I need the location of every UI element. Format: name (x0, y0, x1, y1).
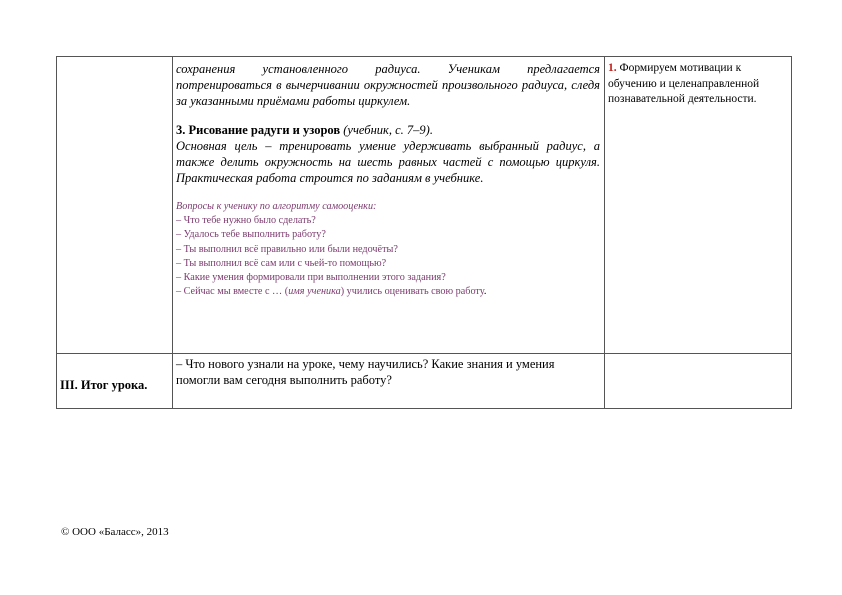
content-cell (173, 57, 605, 354)
intro-paragraph: сохранения установленного радиуса. Ученикам предлагается потренироваться в вычерчивании окружностей произвольного радиуса, следя за указанными приёмами работы циркулем. (176, 62, 600, 108)
question-item: – Ты выполнил всё правильно или были недочёты? (176, 243, 398, 255)
question-item: – Ты выполнил всё сам или с чьей-то помощью? (176, 257, 387, 269)
copyright-footer: © ООО «Баласс», 2013 (61, 526, 169, 538)
section-reference: (учебник, с. 7–9). (343, 123, 433, 137)
section-heading (176, 122, 600, 138)
goal-number: 1. (608, 62, 617, 74)
goal-text: Формируем мотивации к обучению и целенаправленной познавательной деятельности. (608, 62, 760, 105)
question-item: – Удалось тебе выполнить работу? (176, 229, 326, 241)
stage-cell (57, 354, 173, 409)
uud-cell (605, 57, 792, 354)
table-row (57, 354, 792, 409)
lesson-table (56, 56, 792, 409)
stage-label: III. Итог урока. (60, 378, 148, 392)
content-cell (173, 354, 605, 409)
question-item: – Какие умения формировали при выполнении этого задания? (176, 272, 446, 284)
questions-title: Вопросы к ученику по алгоритму самооценки: (176, 201, 377, 212)
question-item-last: – Сейчас мы вместе с … (имя ученика) учились оценивать свою работу. (176, 286, 487, 298)
stage-cell (57, 57, 173, 354)
self-assessment-questions (176, 200, 600, 299)
section-body: Основная цель – тренировать умение удерживать выбранный радиус, а также делить окружность на шесть равных частей с помощью циркуля. Практическая работа строится по заданиям в учебнике. (176, 139, 600, 185)
uud-cell (605, 354, 792, 409)
section-title: 3. Рисование радуги и узоров (176, 123, 341, 137)
table-row (57, 57, 792, 354)
question-item: – Что тебе нужно было сделать? (176, 215, 316, 227)
summary-questions: – Что нового узнали на уроке, чему научились? Какие знания и умения помогли вам сегодня выполнить работу? (176, 357, 555, 387)
